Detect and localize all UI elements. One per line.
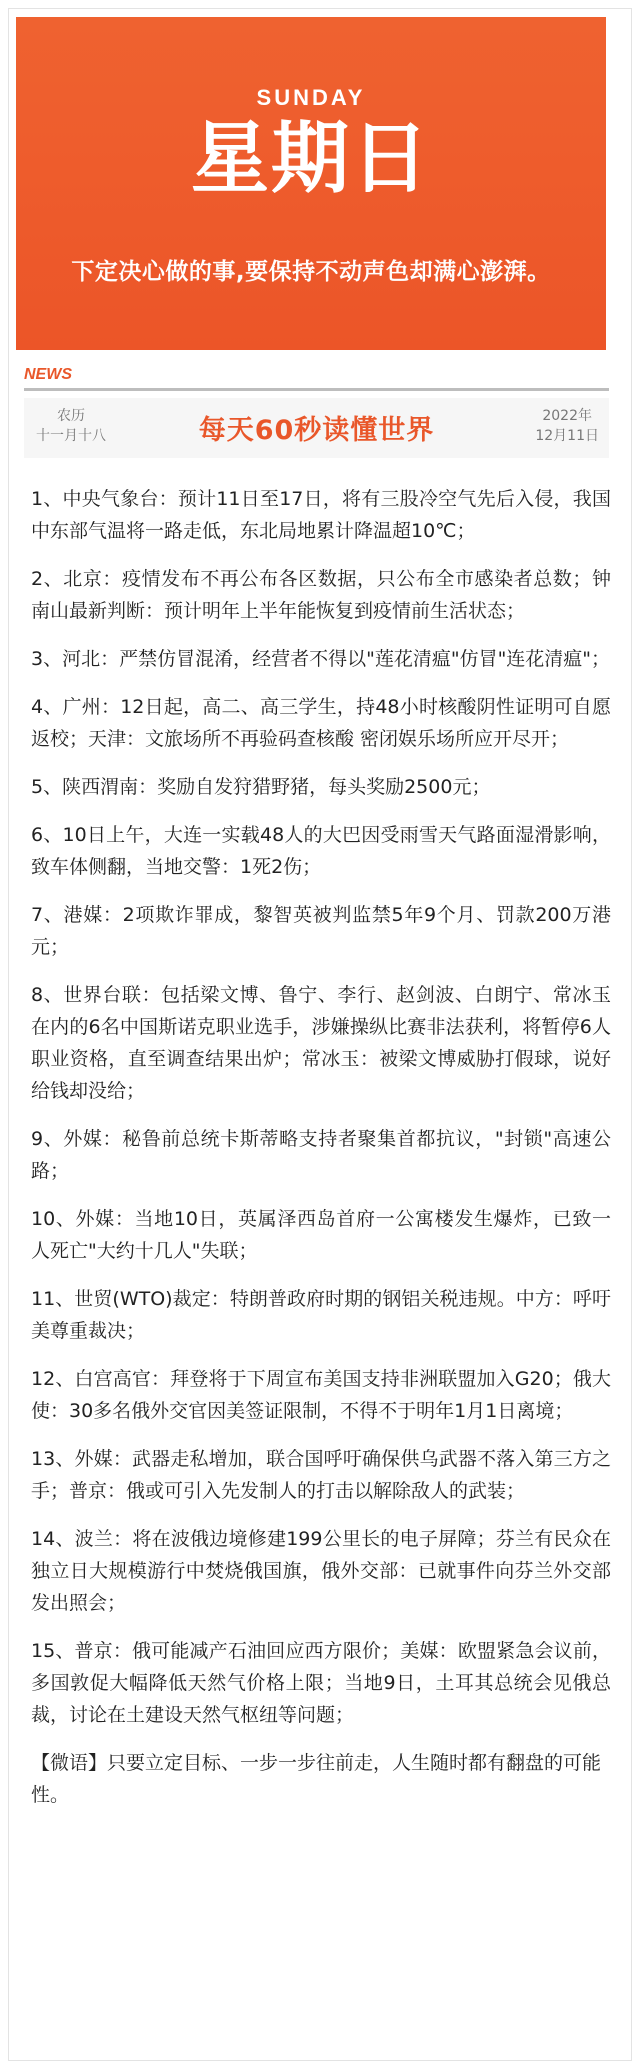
news-item: 9、外媒：秘鲁前总统卡斯蒂略支持者聚集首都抗议，"封锁"高速公路； xyxy=(31,1128,611,1182)
news-item: 5、陕西渭南：奖励自发狩猎野猪，每头奖励2500元； xyxy=(31,776,491,798)
lunar-label: 农历 xyxy=(57,408,85,424)
banner-motto: 下定决心做的事,要保持不动声色却满心澎湃。 xyxy=(71,259,551,285)
news-list xyxy=(31,483,611,1811)
header-banner xyxy=(16,17,606,350)
headline: 每天60秒读懂世界 xyxy=(198,415,435,446)
news-item: 10、外媒：当地10日，英属泽西岛首府一公寓楼发生爆炸，已致一人死亡"大约十几人"失联； xyxy=(31,1208,611,1262)
news-item: 2、北京：疫情发布不再公布各区数据，只公布全市感染者总数；钟南山最新判断：预计明年上半年能恢复到疫情前生活状态； xyxy=(31,568,611,622)
news-item: 7、港媒：2项欺诈罪成，黎智英被判监禁5年9个月、罚款200万港元； xyxy=(31,904,611,958)
banner-english-title: SUNDAY xyxy=(256,85,366,110)
news-item: 11、世贸(WTO)裁定：特朗普政府时期的钢铝关税违规。中方：呼吁美尊重裁决； xyxy=(31,1288,611,1342)
banner-chinese-title: 星期日 xyxy=(190,114,431,204)
date-month-day: 12月11日 xyxy=(535,428,599,444)
divider xyxy=(24,388,609,391)
news-item: 1、中央气象台：预计11日至17日，将有三股冷空气先后入侵，我国中东部气温将一路走低，东北局地累计降温超10℃； xyxy=(31,488,611,542)
daily-quote: 【微语】只要立定目标、一步一步往前走，人生随时都有翻盘的可能性。 xyxy=(31,1752,602,1806)
news-item: 6、10日上午，大连一实载48人的大巴因受雨雪天气路面湿滑影响，致车体侧翻，当地交警：1死2伤； xyxy=(31,824,611,878)
date-block xyxy=(535,406,599,446)
news-item: 4、广州：12日起，高二、高三学生，持48小时核酸阴性证明可自愿返校；天津：文旅场所不再验码查核酸 密闭娱乐场所应开尽开； xyxy=(31,696,611,750)
news-item: 14、波兰：将在波俄边境修建199公里长的电子屏障；芬兰有民众在独立日大规模游行中焚烧俄国旗，俄外交部：已就事件向芬兰外交部发出照会； xyxy=(31,1528,611,1614)
news-item: 13、外媒：武器走私增加，联合国呼吁确保供乌武器不落入第三方之手；普京：俄或可引入先发制人的打击以解除敌人的武装； xyxy=(31,1448,611,1502)
news-item: 15、普京：俄可能减产石油回应西方限价；美媒：欧盟紧急会议前，多国敦促大幅降低天然气价格上限；当地9日，土耳其总统会见俄总裁，讨论在土建设天然气枢纽等问题； xyxy=(31,1640,611,1726)
date-year: 2022年 xyxy=(542,408,592,424)
lunar-date: 十一月十八 xyxy=(36,428,106,444)
news-item: 12、白宫高官：拜登将于下周宣布美国支持非洲联盟加入G20；俄大使：30多名俄外交官因美签证限制，不得不于明年1月1日离境； xyxy=(31,1368,611,1422)
news-item: 8、世界台联：包括梁文博、鲁宁、李行、赵剑波、白朗宁、常冰玉在内的6名中国斯诺克职业选手，涉嫌操纵比赛非法获利，将暂停6人职业资格，直至调查结果出炉；常冰玉：被梁文博威胁打假球，说好给钱却没给； xyxy=(31,984,611,1102)
info-bar xyxy=(24,398,609,458)
news-label: NEWS xyxy=(24,366,72,383)
news-item: 3、河北：严禁仿冒混淆，经营者不得以"莲花清瘟"仿冒"连花清瘟"； xyxy=(31,648,611,670)
